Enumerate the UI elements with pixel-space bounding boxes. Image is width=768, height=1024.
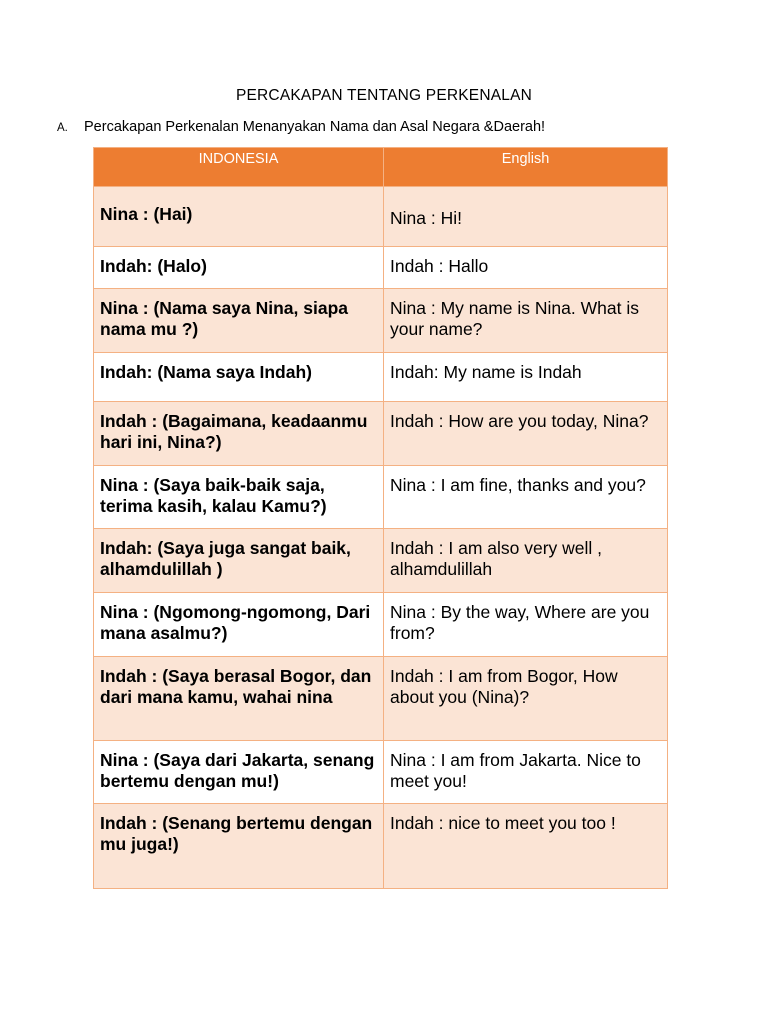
indonesia-cell: Nina : (Saya baik-baik saja, terima kasih, kalau Kamu?) (94, 466, 384, 529)
table-row (94, 657, 668, 741)
conversation-table (93, 147, 668, 889)
table-row (94, 466, 668, 529)
english-cell: Nina : By the way, Where are you from? (384, 593, 668, 657)
indonesia-cell: Indah: (Saya juga sangat baik, alhamdulillah ) (94, 529, 384, 593)
indonesia-cell: Indah: (Nama saya Indah) (94, 353, 384, 402)
english-cell: Nina : Hi! (384, 187, 668, 247)
indonesia-cell: Indah: (Halo) (94, 247, 384, 289)
header-english: English (384, 148, 668, 187)
table-row (94, 529, 668, 593)
indonesia-cell: Indah : (Senang bertemu dengan mu juga!) (94, 804, 384, 889)
english-cell: Indah : I am also very well , alhamdulillah (384, 529, 668, 593)
indonesia-cell: Indah : (Saya berasal Bogor, dan dari mana kamu, wahai nina (94, 657, 384, 741)
table-row (94, 804, 668, 889)
section-title: Percakapan Perkenalan Menanyakan Nama dan Asal Negara &Daerah! (84, 119, 546, 135)
table-row (94, 187, 668, 247)
section-marker: A. (57, 122, 68, 134)
indonesia-cell: Nina : (Nama saya Nina, siapa nama mu ?) (94, 289, 384, 353)
table-row (94, 247, 668, 289)
header-indonesia: INDONESIA (94, 148, 384, 187)
document-title: PERCAKAPAN TENTANG PERKENALAN (235, 87, 533, 104)
english-cell: Nina : I am from Jakarta. Nice to meet you! (384, 741, 668, 804)
english-cell: Indah : nice to meet you too ! (384, 804, 668, 889)
english-cell: Indah: My name is Indah (384, 353, 668, 402)
table-row (94, 353, 668, 402)
english-cell: Nina : My name is Nina. What is your name? (384, 289, 668, 353)
table-header-row (94, 148, 668, 187)
english-cell: Nina : I am fine, thanks and you? (384, 466, 668, 529)
indonesia-cell: Nina : (Hai) (94, 187, 384, 247)
english-cell: Indah : Hallo (384, 247, 668, 289)
table-row (94, 593, 668, 657)
indonesia-cell: Nina : (Ngomong-ngomong, Dari mana asalmu?) (94, 593, 384, 657)
indonesia-cell: Indah : (Bagaimana, keadaanmu hari ini, Nina?) (94, 402, 384, 466)
indonesia-cell: Nina : (Saya dari Jakarta, senang bertemu dengan mu!) (94, 741, 384, 804)
english-cell: Indah : I am from Bogor, How about you (Nina)? (384, 657, 668, 741)
english-cell: Indah : How are you today, Nina? (384, 402, 668, 466)
section-heading (57, 119, 545, 135)
table-row (94, 741, 668, 804)
table-row (94, 289, 668, 353)
table-row (94, 402, 668, 466)
